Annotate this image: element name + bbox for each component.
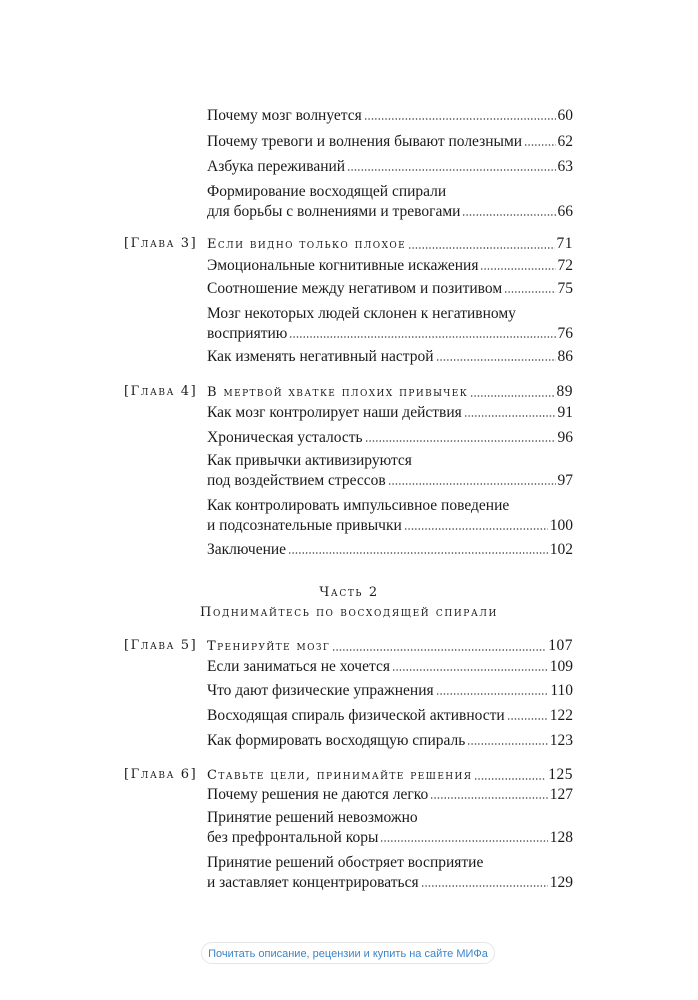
leader-dots bbox=[380, 839, 547, 843]
toc-entry-title-line1: Принятие решений невозможно bbox=[207, 809, 418, 826]
leader-dots bbox=[421, 884, 548, 888]
chapter-entry bbox=[207, 234, 573, 255]
leader-dots bbox=[436, 692, 549, 696]
toc-entry bbox=[207, 132, 573, 152]
toc-entry-title: без префронтальной коры bbox=[207, 829, 379, 846]
toc-entry-title-line1: Мозг некоторых людей склонен к негативному bbox=[207, 305, 516, 322]
toc-entry bbox=[207, 853, 573, 893]
leader-dots bbox=[464, 414, 556, 418]
toc-entry-title: Как изменять негативный настрой bbox=[207, 348, 434, 365]
chapter-entry bbox=[207, 382, 573, 403]
toc-entry-page: 129 bbox=[549, 874, 573, 891]
leader-dots bbox=[289, 335, 555, 339]
leader-dots bbox=[474, 777, 546, 781]
chapter-label: [Глава 5] bbox=[124, 638, 198, 653]
part-label: Часть 2 bbox=[319, 585, 379, 600]
toc-entry bbox=[207, 157, 573, 177]
toc-entry-page: 72 bbox=[557, 257, 573, 274]
toc-entry-page: 100 bbox=[549, 517, 573, 534]
toc-entry-page: 123 bbox=[549, 732, 573, 749]
toc-entry-title-line1: Как привычки активизируются bbox=[207, 452, 412, 469]
toc-entry-page: 75 bbox=[557, 280, 573, 297]
toc-entry bbox=[207, 256, 573, 276]
toc-entry-title: и заставляет концентрироваться bbox=[207, 874, 419, 891]
toc-entry bbox=[207, 706, 573, 726]
toc-entry-page: 63 bbox=[557, 158, 573, 175]
leader-dots bbox=[388, 482, 556, 486]
leader-dots bbox=[436, 358, 556, 362]
leader-dots bbox=[404, 527, 548, 531]
toc-entry-page: 122 bbox=[549, 707, 573, 724]
chapter-entry bbox=[207, 636, 573, 657]
toc-entry bbox=[207, 657, 573, 677]
toc-entry-title: под воздействием стрессов bbox=[207, 472, 386, 489]
toc-entry-page: 60 bbox=[557, 107, 573, 124]
toc-entry-page: 91 bbox=[557, 404, 573, 421]
leader-dots bbox=[467, 742, 547, 746]
leader-dots bbox=[504, 290, 555, 294]
toc-entry bbox=[207, 304, 573, 344]
toc-entry-title: Восходящая спираль физической активности bbox=[207, 707, 505, 724]
toc-entry-title: Как мозг контролирует наши действия bbox=[207, 404, 462, 421]
toc-entry-title: Если заниматься не хочется bbox=[207, 658, 390, 675]
toc-entry bbox=[207, 106, 573, 126]
toc-entry-title: и подсознательные привычки bbox=[207, 517, 402, 534]
toc-entry-page: 128 bbox=[549, 829, 573, 846]
leader-dots bbox=[524, 143, 555, 147]
toc-entry bbox=[207, 808, 573, 848]
leader-dots bbox=[365, 439, 556, 443]
chapter-page: 125 bbox=[548, 766, 573, 783]
chapter-label: [Глава 3] bbox=[124, 236, 198, 251]
toc-entry bbox=[207, 279, 573, 299]
toc-entry bbox=[207, 731, 573, 751]
leader-dots bbox=[462, 213, 555, 217]
chapter-page: 107 bbox=[548, 637, 573, 654]
chapter-page: 71 bbox=[556, 235, 573, 252]
toc-entry-page: 62 bbox=[557, 133, 573, 150]
toc-entry bbox=[207, 681, 573, 701]
toc-entry-title: Почему мозг волнуется bbox=[207, 107, 362, 124]
chapter-entry bbox=[207, 765, 573, 786]
chapter-title: Тренируйте мозг bbox=[207, 639, 331, 654]
chapter-label: [Глава 4] bbox=[124, 384, 198, 399]
chapter-title: Ставьте цели, принимайте решения bbox=[207, 768, 473, 783]
toc-entry-title: Заключение bbox=[207, 541, 287, 558]
leader-dots bbox=[347, 168, 555, 172]
toc-entry-title: Соотношение между негативом и позитивом bbox=[207, 280, 503, 297]
toc-entry-page: 110 bbox=[550, 682, 573, 699]
toc-entry-page: 109 bbox=[549, 658, 573, 675]
toc-entry bbox=[207, 496, 573, 536]
leader-dots bbox=[288, 551, 548, 555]
toc-entry-title: для борьбы с волнениями и тревогами bbox=[207, 203, 461, 220]
toc-entry-title: Почему тревоги и волнения бывают полезными bbox=[207, 133, 523, 150]
toc-entry bbox=[207, 182, 573, 222]
toc-entry bbox=[207, 428, 573, 448]
toc-entry-title-line1: Как контролировать импульсивное поведение bbox=[207, 497, 510, 514]
toc-entry-title: Эмоциональные когнитивные искажения bbox=[207, 257, 479, 274]
chapter-title: Если видно только плохое bbox=[207, 237, 407, 252]
toc-entry-title: Как формировать восходящую спираль bbox=[207, 732, 466, 749]
chapter-title: В мертвой хватке плохих привычек bbox=[207, 385, 469, 400]
buy-link[interactable]: Почитать описание, рецензии и купить на сайте МИФа bbox=[201, 942, 495, 964]
leader-dots bbox=[392, 668, 548, 672]
leader-dots bbox=[408, 246, 554, 250]
toc-entry bbox=[207, 347, 573, 367]
toc-entry-page: 97 bbox=[557, 472, 573, 489]
leader-dots bbox=[332, 648, 546, 652]
toc-entry-page: 127 bbox=[549, 786, 573, 803]
toc-entry-page: 76 bbox=[557, 325, 573, 342]
toc-entry-title: восприятию bbox=[207, 325, 288, 342]
part-title: Поднимайтесь по восходящей спирали bbox=[200, 605, 498, 620]
toc-entry-page: 102 bbox=[549, 541, 573, 558]
toc-entry-title: Почему решения не даются легко bbox=[207, 786, 429, 803]
toc-entry bbox=[207, 540, 573, 560]
toc-entry-title: Азбука переживаний bbox=[207, 158, 346, 175]
toc-entry-page: 96 bbox=[557, 429, 573, 446]
chapter-label: [Глава 6] bbox=[124, 767, 198, 782]
toc-entry-title: Хроническая усталость bbox=[207, 429, 363, 446]
toc-entry bbox=[207, 403, 573, 423]
leader-dots bbox=[364, 117, 556, 121]
toc-entry-title-line1: Принятие решений обостряет восприятие bbox=[207, 854, 484, 871]
toc-entry-page: 86 bbox=[557, 348, 573, 365]
leader-dots bbox=[430, 796, 548, 800]
toc-entry-title-line1: Формирование восходящей спирали bbox=[207, 183, 447, 200]
toc-entry bbox=[207, 785, 573, 805]
leader-dots bbox=[507, 717, 548, 721]
toc-entry-title: Что дают физические упражнения bbox=[207, 682, 434, 699]
toc-entry-page: 66 bbox=[557, 203, 573, 220]
chapter-page: 89 bbox=[556, 383, 573, 400]
leader-dots bbox=[470, 394, 554, 398]
leader-dots bbox=[480, 267, 555, 271]
toc-entry bbox=[207, 451, 573, 491]
